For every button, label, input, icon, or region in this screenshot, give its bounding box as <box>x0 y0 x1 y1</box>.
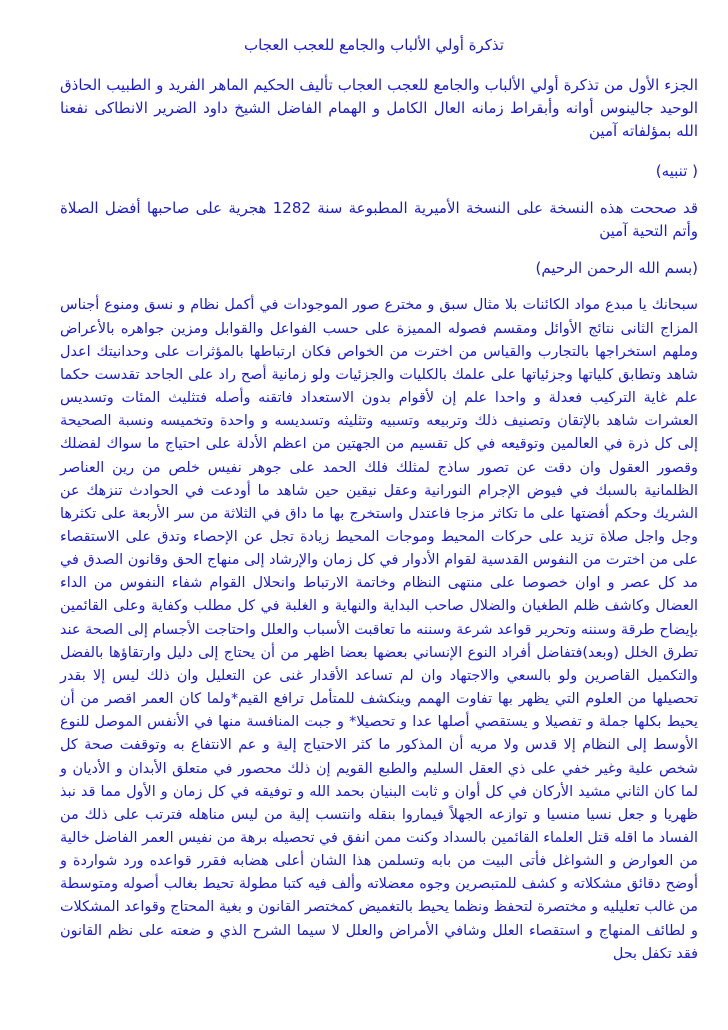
intro-paragraph: الجزء الأول من تذكرة أولي الألباب والجامع للعجب العجاب تأليف الحكيم الماهر الفريد و الطبيب الحاذق الوحيد جالينوس أوانه وأبقراط زمانه العال الكامل و الهمام الفاضل الشيخ داود الضرير الانطاكى نفعنا الله بمؤلفاته آمين <box>60 76 698 141</box>
body-paragraph: سبحانك يا مبدع مواد الكائنات بلا مثال سبق و مخترع صور الموجودات في أكمل نظام و نسق ومنوع أجناس المزاج الثانى نتائج الأوائل ومقسم فصوله المميزة على حسب الفواعل والقوابل ومزين جواهره بالأعراض وملهم استخراجها بالتجارب والقياس من اخترت من الخواص فكان ارتباطها بالمؤثرات على وحدانيتك اعدل شاهد وتطابق كلياتها وجزئياتها على علمك بالكليات والجزئيات ولو زمانية أصح راد على الجاحد تقدست حكما علم غاية التركيب فعدلة و واحدا علم إن لأقوام بدون الاستعداد فاتقنه وأصله فتثليث المئات وتسديس العشرات شاهد بالإتقان وتصنيف ذلك وتربيعه وتسبيه وتثليثه وتسديسه و واحدة وتخميسه ونسبة الصحيحة إلى كل ذرة في العالمين وتوقيعه في كل تقسيم من الجهتين من اعظم الأدلة على احتياج ما سواك لفضلك وقصور العقول وان دقت عن تصور ساذج لمثلك فلك الحمد على جوهر نفيس خلص من رين العناصر الظلمانية بالسبك في فيوض الإجرام النورانية وعقل نيقين حين شاهد ما أودعت في الحوادث تنزهك عن الشريك وحكم أفضتها على ما تكاثر مزجا فاعتدل واستخرج بها ما داق في الثلاثة من سر الأربعة على تكثرها وجل واجل صلاة تزيد على حركات المحيط وموجات المحيط زيادة تجل عن الإحصاء وتدق على الاستقصاء على من اخترت من النفوس القدسية لقوام الأدوار في كل زمان والإرشاد إلى منهاج الحق وقانون الصدق في مد كل عصر و اوان خصوصا على منتهى النظام وخاتمة الارتباط وانحلال القوام شفاء النفوس من الداء العضال وكاشف ظلم الطغيان والضلال صاحب البداية والنهاية و الغلبة في كل مطلب وكفاية وعلى القائمين بإيضاح طرقة وسننه وتحرير قواعد شرعة وسننه ما تعاقبت الأسباب والعلل واحتاجت الأجسام إلى الصحة عند تطرق الخلل (وبعد)فتفاضل أفراد النوع الإنساني بعضها بعضا اظهر من أن يحتاج إلى دليل وارتقاؤها بالفضل والتكميل القاصرين ولو بالسعي والاجتهاد وان لم تساعد الأقدار غنى عن التعليل وان ذلك ليس إلا بقدر تحصيلها من العلوم التي يظهر بها تفاوت الهمم وينكشف للمتأمل ترافع القيم*ولما كان العمر اقصر من أن يحيط بكلها جملة و تفصيلا و يستقصي أصلها عدا و تحصيلا* و جبت المنافسة منها في الأنفس الموصل للنوع الأوسط إلى النظام إلا قدس ولا مريه أن المذكور ما كثر الاحتياج إلية و عم الانتفاع به وتوقفت صحة كل شخص علية وغير خفي على ذي العقل السليم والطبع القويم إن ذلك محصور في متعلق الأبدان و الأديان و لما كان الثاني مشيد الأركان في كل أوان و ثابت البنيان بحمد الله و توفيقه في كل زمان و الأول مما قد نبذ ظهريا و جعل نسيا منسيا و توازعه الجهلاً فيماروا بنقله وانتسب إلية من ليس مناهله فترتب على ذلك من الفساد ما اقله قتل العلماء القائمين بالسداد وكنت ممن انفق في تحصيله برهة من نفيس العمر الفاضل خالية من العوارض و الشواغل فأتى البيت من بابه وتسلمن هذا الشان أعلى هضابه فقرر قواعده ورد شواردة و أوضح دقائق مشكلاته و كشف للمتبصرين وجوه معضلاته وألف فيه كتبا مطولة تحيط بغالب أصوله ومتوسطة من غالب تعليليه و مختصرة لتحفظ ونظما يحيط بالتغميض كمختصر القانون و بغية المحتاج وقواعد المشكلات و لطائف المنهاج و استقصاء العلل وشافي الأمراض والعلل لا سيما الشرح الذي و ضعته على نظم القانون فقد تكفل بحل <box>60 297 698 962</box>
basmala-heading: (بسم الله الرحمن الرحيم) <box>535 259 698 278</box>
correction-paragraph: قد صححت هذه النسخة على النسخة الأميرية المطبوعة سنة 1282 هجرية على صاحبها أفضل الصلاة وأتم التحية آمين <box>60 198 699 241</box>
note-heading: ( تنبيه) <box>655 161 698 180</box>
document-title: تذكرة أولي الألباب والجامع للعجب العجاب <box>244 36 504 54</box>
